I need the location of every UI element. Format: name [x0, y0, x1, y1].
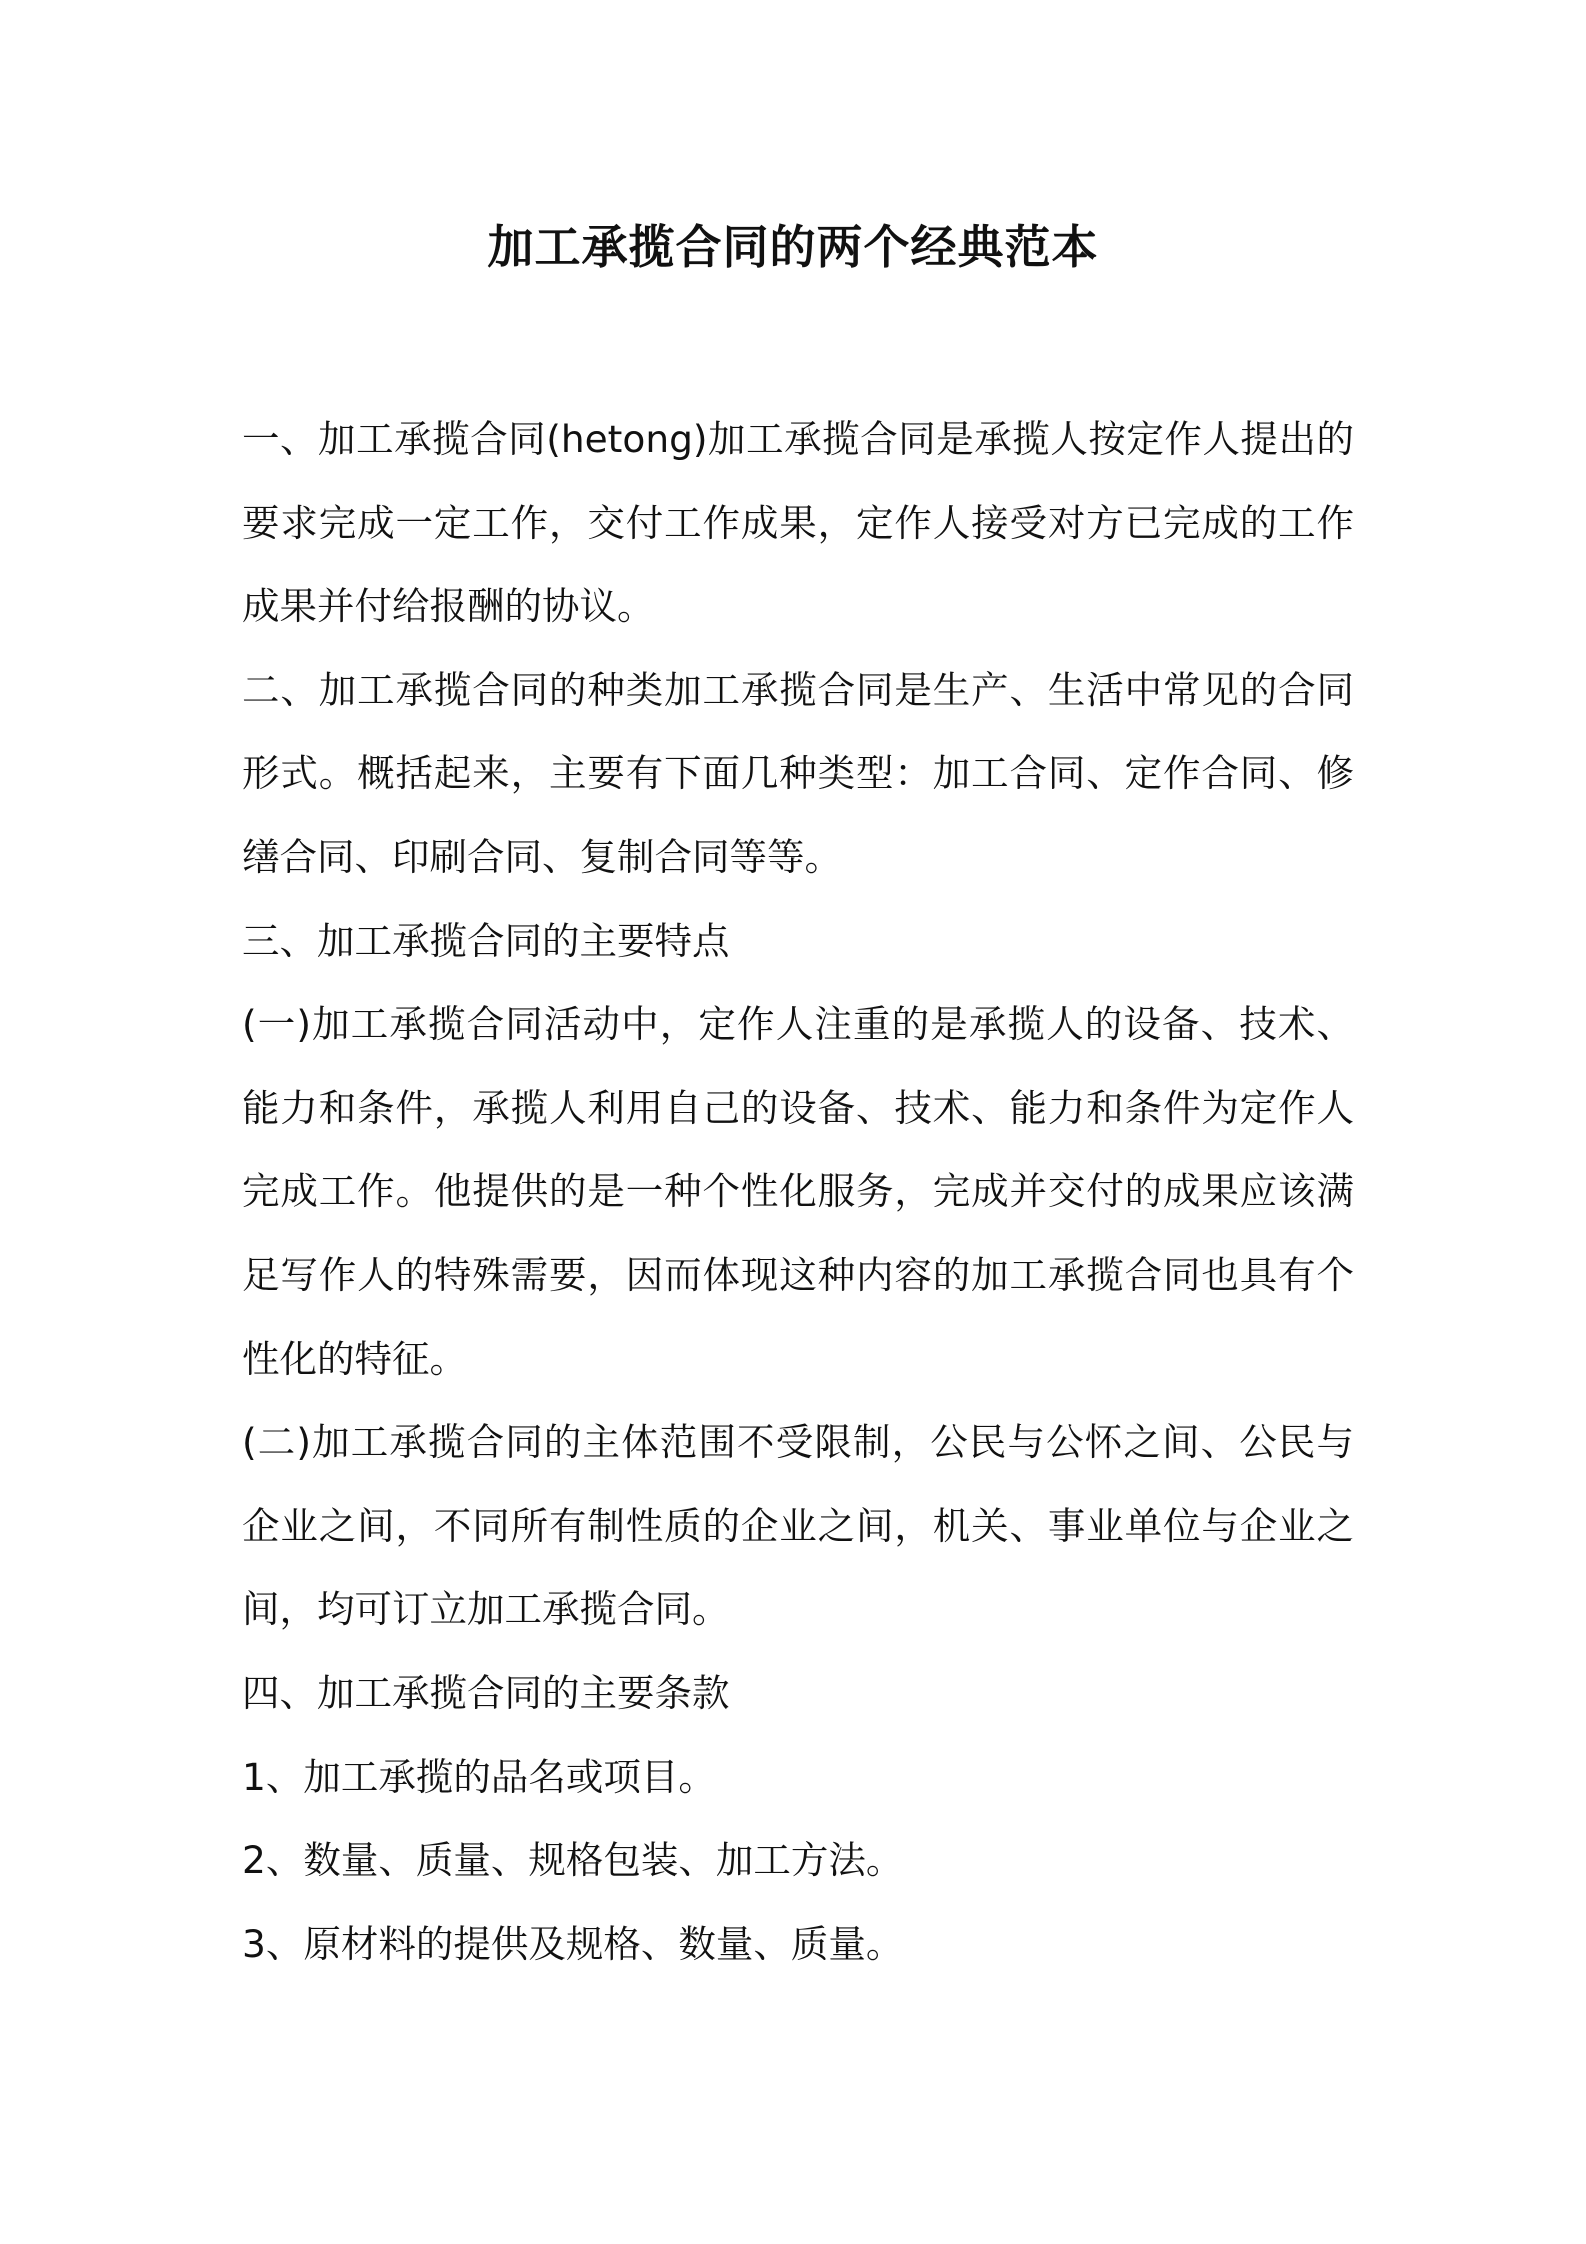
- section-heading-features: 三、加工承揽合同的主要特点: [242, 918, 730, 963]
- document-title: 加工承揽合同的两个经典范本: [487, 220, 1099, 274]
- paragraph-feature-one: (一)加工承揽合同活动中，定作人注重的是承揽人的设备、技术、能力和条件，承揽人利用自己的设备、技术、能力和条件为定作人完成工作。他提供的是一种个性化服务，完成并交付的成果应该满足写作人的特殊需要，因而体现这种内容的加工承揽合同也具有个性化的特征。: [242, 1002, 1354, 1381]
- paragraph-definition: 一、加工承揽合同(hetong)加工承揽合同是承揽人按定作人提出的要求完成一定工作，交付工作成果，定作人接受对方已完成的工作成果并付给报酬的协议。: [242, 417, 1354, 629]
- paragraph-types: 二、加工承揽合同的种类加工承揽合同是生产、生活中常见的合同形式。概括起来，主要有下面几种类型：加工合同、定作合同、修缮合同、印刷合同、复制合同等等。: [242, 667, 1354, 879]
- clause-item-3: 3、原材料的提供及规格、数量、质量。: [242, 1921, 904, 1966]
- clause-item-1: 1、加工承揽的品名或项目。: [242, 1754, 716, 1799]
- document-body: [242, 398, 1354, 1986]
- paragraph-feature-two: (二)加工承揽合同的主体范围不受限制，公民与公怀之间、公民与企业之间，不同所有制性质的企业之间，机关、事业单位与企业之间，均可订立加工承揽合同。: [242, 1420, 1354, 1632]
- clause-item-2: 2、数量、质量、规格包装、加工方法。: [242, 1838, 904, 1883]
- section-heading-clauses: 四、加工承揽合同的主要条款: [242, 1670, 730, 1715]
